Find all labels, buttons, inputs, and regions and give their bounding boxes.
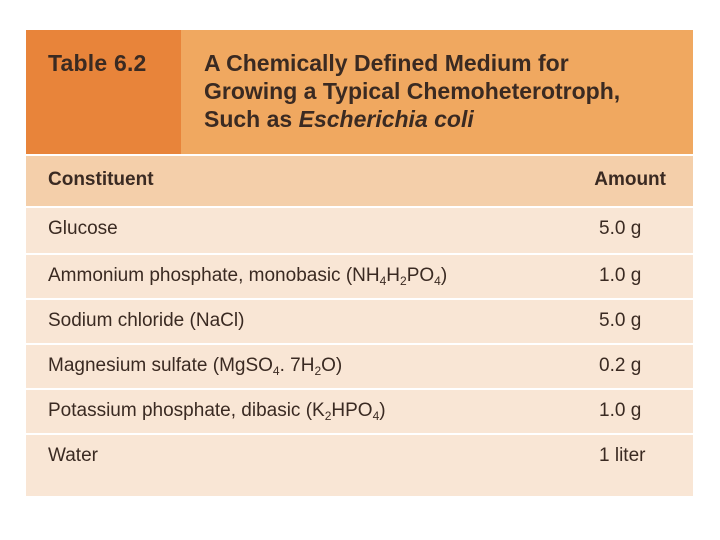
cell-amount: 5.0 g xyxy=(599,310,642,331)
cell-constituent: Potassium phosphate, dibasic $(K_2HPO_4)$ xyxy=(48,400,386,423)
cell-amount: 1.0 g xyxy=(599,265,642,286)
table-row xyxy=(26,208,693,253)
table-header xyxy=(26,30,693,154)
cell-amount: 5.0 g xyxy=(599,218,642,239)
table-row xyxy=(26,345,693,390)
cell-constituent: Water xyxy=(48,445,98,466)
cell-constituent: Ammonium phosphate, monobasic $(NH_4H_2PO_4)$ xyxy=(48,265,448,288)
column-header-row xyxy=(26,156,693,206)
table-row xyxy=(26,390,693,435)
table-row xyxy=(26,255,693,300)
title-line-1: A Chemically Defined Medium for xyxy=(204,50,569,76)
cell-constituent: Sodium chloride (NaCl) xyxy=(48,310,245,331)
table-label-box xyxy=(26,30,181,154)
cell-amount: 1 liter xyxy=(599,445,646,466)
table-row xyxy=(26,300,693,345)
title-line-2: Growing a Typical Chemoheterotroph, xyxy=(204,78,621,104)
cell-constituent: Glucose xyxy=(48,218,118,239)
table-label: Table 6.2 xyxy=(48,50,147,76)
cell-constituent: Magnesium sulfate (MgSO$_4$. $7H_2O$) xyxy=(48,355,343,378)
title-line-3 xyxy=(204,105,684,133)
table-card xyxy=(26,30,693,496)
cell-amount: 1.0 g xyxy=(599,400,642,421)
column-header-constituent: Constituent xyxy=(48,169,154,190)
table-title xyxy=(204,49,684,133)
title-line-3-prefix: Such as xyxy=(204,106,299,132)
title-organism: Escherichia coli xyxy=(298,106,474,132)
cell-amount: 0.2 g xyxy=(599,355,642,376)
column-header-amount: Amount xyxy=(594,169,666,190)
table-row xyxy=(26,435,693,480)
